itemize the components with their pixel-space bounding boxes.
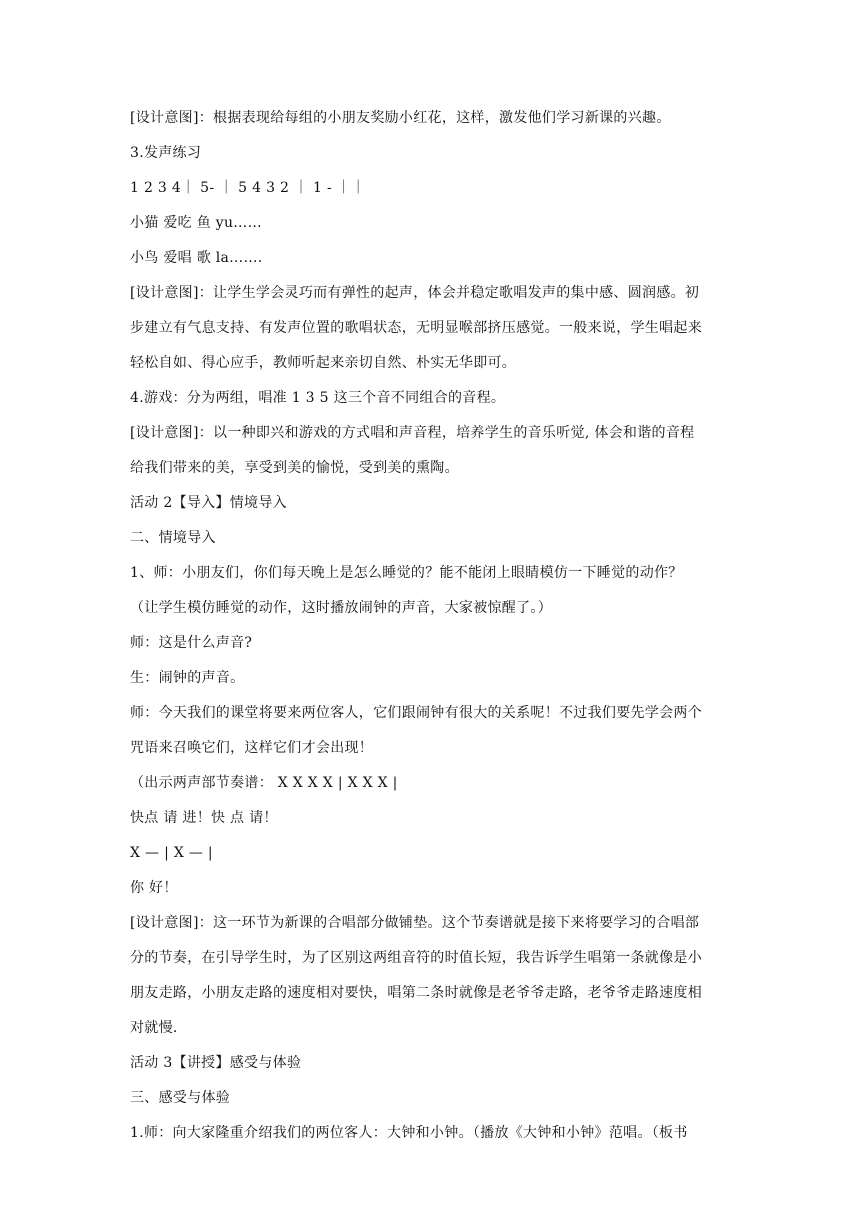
text-line: [设计意图]：以一种即兴和游戏的方式唱和声音程，培养学生的音乐听觉, 体会和谐的音程 [130,425,695,441]
notation-line: 1 2 3 4｜ 5- ｜ 5 4 3 2 ｜ 1 - ｜｜ [130,180,366,196]
text-line: 咒语来召唤它们，这样它们才会出现！ [130,740,374,756]
design-intent-reward: [设计意图]：根据表现给每组的小朋友奖励小红花，这样，激发他们学习新课的兴趣。 [130,110,671,126]
rhythm-notation-1: （出示两声部节奏谱： X X X X | X X X | [130,775,398,791]
text-line: [设计意图]：让学生学会灵巧而有弹性的起声，体会并稳定歌唱发声的集中感、圆润感。初 [130,285,700,301]
section-game: 4.游戏：分为两组，唱准 1 3 5 这三个音不同组合的音程。 [130,390,506,406]
teacher-question: 1、师：小朋友们，你们每天晚上是怎么睡觉的？能不能闭上眼睛模仿一下睡觉的动作？ [130,565,683,581]
text-line: 给我们带来的美，享受到美的愉悦，受到美的熏陶。 [130,460,459,476]
teacher-line: 师：这是什么声音? [130,635,253,651]
section-vocal-practice: 3.发声练习 [130,145,202,161]
rhythm-notation-2: X — | X — | [130,845,213,861]
section-2-heading: 二、情境导入 [130,530,216,546]
text-line: 轻松自如、得心应手，教师听起来亲切自然、朴实无华即可。 [130,355,517,371]
text-line: 步建立有气息支持、有发声位置的歌唱状态，无明显喉部挤压感觉。一般来说，学生唱起来 [130,320,702,336]
teacher-guests-paragraph [130,705,730,756]
design-intent-game [130,425,730,476]
rhythm-lyric-2: 你 好！ [130,880,178,896]
stage-direction: （让学生模仿睡觉的动作，这时播放闹钟的声音，大家被惊醒了。） [130,600,552,616]
document-page [130,110,730,1160]
activity-2-heading: 活动 2【导入】情境导入 [130,495,287,511]
text-line: [设计意图]：这一环节为新课的合唱部分做铺垫。这个节奏谱就是接下来将要学习的合唱部 [130,915,700,931]
design-intent-vocal [130,285,730,371]
rhythm-lyric-1: 快点 请 进！快 点 请！ [130,810,278,826]
text-line: 对就慢. [130,1020,178,1036]
activity-3-heading: 活动 3【讲授】感受与体验 [130,1055,302,1071]
text-line: 师：今天我们的课堂将要来两位客人，它们跟闹钟有很大的关系呢！不过我们要先学会两个 [130,705,702,721]
intro-guests-line: 1.师：向大家隆重介绍我们的两位客人：大钟和小钟。（播放《大钟和小钟》范唱。（板书 [130,1125,688,1141]
text-line: 分的节奏，在引导学生时，为了区别这两组音符的时值长短，我告诉学生唱第一条就像是小 [130,950,702,966]
student-line: 生：闹钟的声音。 [130,670,245,686]
lyric-line-cat: 小猫 爱吃 鱼 yu…… [130,215,262,231]
design-intent-rhythm [130,915,730,1036]
lyric-line-bird: 小鸟 爱唱 歌 la……. [130,250,263,266]
section-3-heading: 三、感受与体验 [130,1090,231,1106]
text-line: 朋友走路，小朋友走路的速度相对要快，唱第二条时就像是老爷爷走路，老爷爷走路速度相 [130,985,702,1001]
